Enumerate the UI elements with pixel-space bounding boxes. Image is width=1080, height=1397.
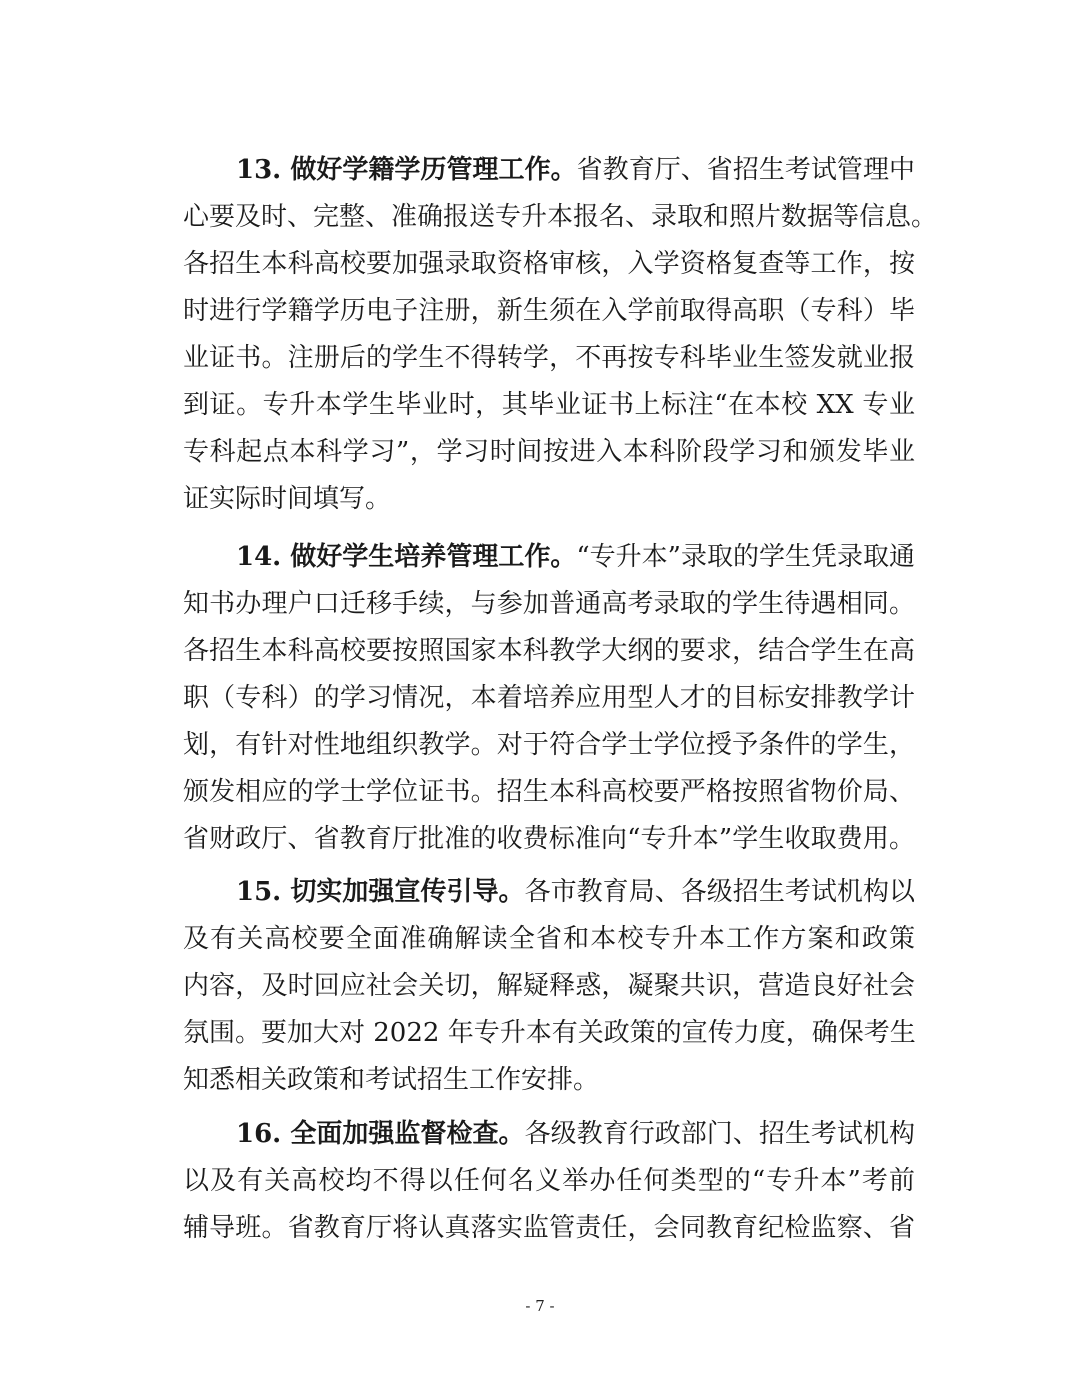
section-14-line-6: 颁发相应的学士学位证书。招生本科高校要严格按照省物价局、: [183, 777, 915, 807]
section-13-line-4: 时进行学籍学历电子注册，新生须在入学前取得高职（专科）毕: [183, 296, 915, 326]
section-15-line-1: [236, 869, 915, 915]
section-14-line-3: 各招生本科高校要按照国家本科教学大纲的要求，结合学生在高: [183, 636, 915, 666]
section-13-line-5: 业证书。注册后的学生不得转学，不再按专科毕业生签发就业报: [183, 343, 915, 373]
section-15-line-5: 知悉相关政策和考试招生工作安排。: [183, 1065, 600, 1095]
section-16-line-2: 以及有关高校均不得以任何名义举办任何类型的“专升本”考前: [183, 1166, 915, 1196]
section-16-heading: 16. 全面加强监督检查。: [236, 1119, 525, 1149]
section-13-heading: 13. 做好学籍学历管理工作。: [236, 155, 577, 185]
section-15-line-4: 氛围。要加大对 2022 年专升本有关政策的宣传力度，确保考生: [183, 1018, 916, 1048]
page-number: - 7 -: [525, 1297, 555, 1315]
section-14-line-2: 知书办理户口迁移手续，与参加普通高考录取的学生待遇相同。: [183, 589, 915, 619]
section-16-line-1: [236, 1111, 915, 1157]
section-15-line-3: 内容，及时回应社会关切，解疑释惑，凝聚共识，营造良好社会: [183, 971, 915, 1001]
section-13-line-2: 心要及时、完整、准确报送专升本报名、录取和照片数据等信息。: [183, 202, 938, 232]
section-15-text: 各市教育局、各级招生考试机构以: [524, 877, 915, 907]
section-14-heading: 14. 做好学生培养管理工作。: [236, 542, 577, 572]
section-14-line-4: 职（专科）的学习情况，本着培养应用型人才的目标安排教学计: [183, 683, 915, 713]
section-13-line-6: 到证。专升本学生毕业时，其毕业证书上标注“在本校 XX 专业: [183, 390, 915, 420]
section-14-text: “专升本”录取的学生凭录取通: [576, 542, 915, 572]
section-13-text: 省教育厅、省招生考试管理中: [576, 155, 915, 185]
section-13-line-3: 各招生本科高校要加强录取资格审核，入学资格复查等工作，按: [183, 249, 915, 279]
section-14-line-5: 划，有针对性地组织教学。对于符合学士学位授予条件的学生，: [183, 730, 915, 760]
section-14-line-7: 省财政厅、省教育厅批准的收费标准向“专升本”学生收取费用。: [183, 824, 915, 854]
section-13-line-1: [236, 147, 915, 193]
section-13-line-7: 专科起点本科学习”，学习时间按进入本科阶段学习和颁发毕业: [183, 437, 915, 467]
section-14-line-1: [236, 534, 915, 580]
section-13-line-8: 证实际时间填写。: [183, 484, 392, 514]
section-16-text: 各级教育行政部门、招生考试机构: [524, 1119, 915, 1149]
section-15-heading: 15. 切实加强宣传引导。: [236, 877, 525, 907]
section-16-line-3: 辅导班。省教育厅将认真落实监管责任，会同教育纪检监察、省: [183, 1213, 915, 1243]
section-15-line-2: 及有关高校要全面准确解读全省和本校专升本工作方案和政策: [183, 924, 915, 954]
